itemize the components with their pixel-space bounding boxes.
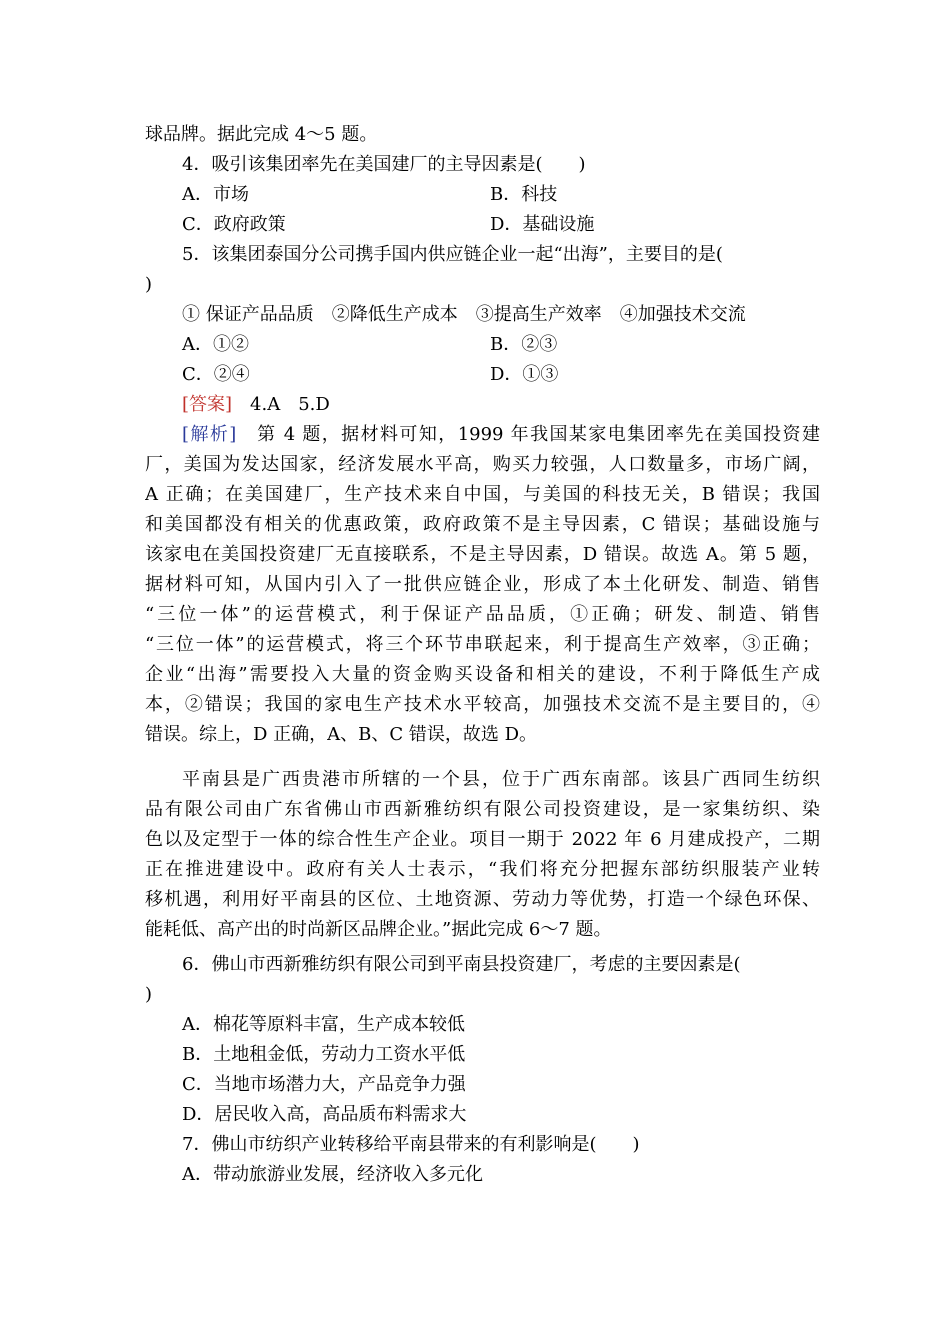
q5-stem: 5．该集团泰国分公司携手国内供应链企业一起“出海”，主要目的是( [182, 244, 723, 265]
q5-option-row-1 [145, 330, 820, 360]
intro-tail: 球品牌。据此完成 4～5 题。 [145, 124, 378, 145]
analysis-line: 据材料可知，从国内引入了一批供应链企业，形成了本土化研发、制造、销售 [145, 574, 820, 595]
analysis-line: 和美国都没有相关的优惠政策，政府政策不是主导因素，C 错误；基础设施与 [145, 514, 820, 535]
passage-line: 色以及定型于一体的综合性生产企业。项目一期于 2022 年 6 月建成投产，二期 [145, 829, 820, 850]
q5-option-c: C．②④ [182, 364, 250, 385]
analysis-line: 企业“出海”需要投入大量的资金购买设备和相关的建设，不利于降低生产成 [145, 664, 820, 685]
q6-option-d: D．居民收入高，高品质布料需求大 [182, 1104, 467, 1125]
q5-option-a: A．①② [182, 334, 249, 355]
q5-option-d: D．①③ [490, 364, 559, 385]
analysis-text-1: 第 4 题，据材料可知，1999 年我国某家电集团率先在美国投资建 [236, 424, 820, 445]
passage-line: 品有限公司由广东省佛山市西新雅纺织有限公司投资建设，是一家集纺织、染 [145, 799, 820, 820]
q6-stem: 6．佛山市西新雅纺织有限公司到平南县投资建厂，考虑的主要因素是( [182, 954, 741, 975]
analysis-line: A 正确；在美国建厂，生产技术来自中国，与美国的科技无关，B 错误；我国 [145, 484, 820, 505]
q7-stem: 7．佛山市纺织产业转移给平南县带来的有利影响是( ) [182, 1134, 640, 1155]
analysis-line: 厂，美国为发达国家，经济发展水平高，购买力较强，人口数量多，市场广阔， [145, 454, 820, 475]
passage-block [145, 765, 820, 945]
answer-text: 4.A 5.D [232, 394, 330, 415]
q4-option-d: D．基础设施 [490, 214, 595, 235]
q4-option-row-2 [145, 210, 820, 240]
q6-option-b: B．土地租金低，劳动力工资水平低 [182, 1044, 466, 1065]
question-block-6-7 [145, 950, 820, 1190]
passage-line: 移机遇，利用好平南县的区位、土地资源、劳动力等优势，打造一个绿色环保、 [145, 889, 820, 910]
q6-option-c: C．当地市场潜力大，产品竞争力强 [182, 1074, 466, 1095]
q5-option-b: B．②③ [490, 334, 558, 355]
analysis-line-1 [145, 420, 820, 450]
q5-stem-cont: ) [145, 274, 153, 295]
q4-stem: 4．吸引该集团率先在美国建厂的主导因素是( ) [182, 154, 586, 175]
q4-option-a: A．市场 [182, 184, 249, 205]
analysis-line: “三位一体”的运营模式，利于保证产品品质，①正确；研发、制造、销售 [145, 604, 820, 625]
q5-option-row-2 [145, 360, 820, 390]
answer-line [145, 390, 820, 420]
analysis-line: 该家电在美国投资建厂无直接联系，不是主导因素，D 错误。故选 A。第 5 题， [145, 544, 820, 565]
passage-line: 正在推进建设中。政府有关人士表示，“我们将充分把握东部纺织服装产业转 [145, 859, 820, 880]
analysis-tag: [解析] [182, 424, 237, 445]
analysis-line: 本，②错误；我国的家电生产技术水平较高，加强技术交流不是主要目的，④ [145, 694, 820, 715]
q7-option-a: A．带动旅游业发展，经济收入多元化 [182, 1164, 483, 1185]
answer-tag: [答案] [182, 394, 233, 415]
q5-items: ① 保证产品品质 ②降低生产成本 ③提高生产效率 ④加强技术交流 [182, 304, 746, 325]
passage-line-last: 能耗低、高产出的时尚新区品牌企业。”据此完成 6～7 题。 [145, 919, 612, 940]
q6-stem-cont: ) [145, 984, 153, 1005]
q4-option-c: C．政府政策 [182, 214, 286, 235]
q4-option-row-1 [145, 180, 820, 210]
q4-option-b: B．科技 [490, 184, 558, 205]
q6-option-a: A．棉花等原料丰富，生产成本较低 [182, 1014, 465, 1035]
passage-line: 平南县是广西贵港市所辖的一个县，位于广西东南部。该县广西同生纺织 [182, 769, 820, 790]
question-block-4-5 [145, 120, 820, 750]
analysis-line-last: 错误。综上，D 正确，A、B、C 错误，故选 D。 [145, 724, 538, 745]
analysis-line: “三位一体”的运营模式，将三个环节串联起来，利于提高生产效率，③正确； [145, 634, 820, 655]
